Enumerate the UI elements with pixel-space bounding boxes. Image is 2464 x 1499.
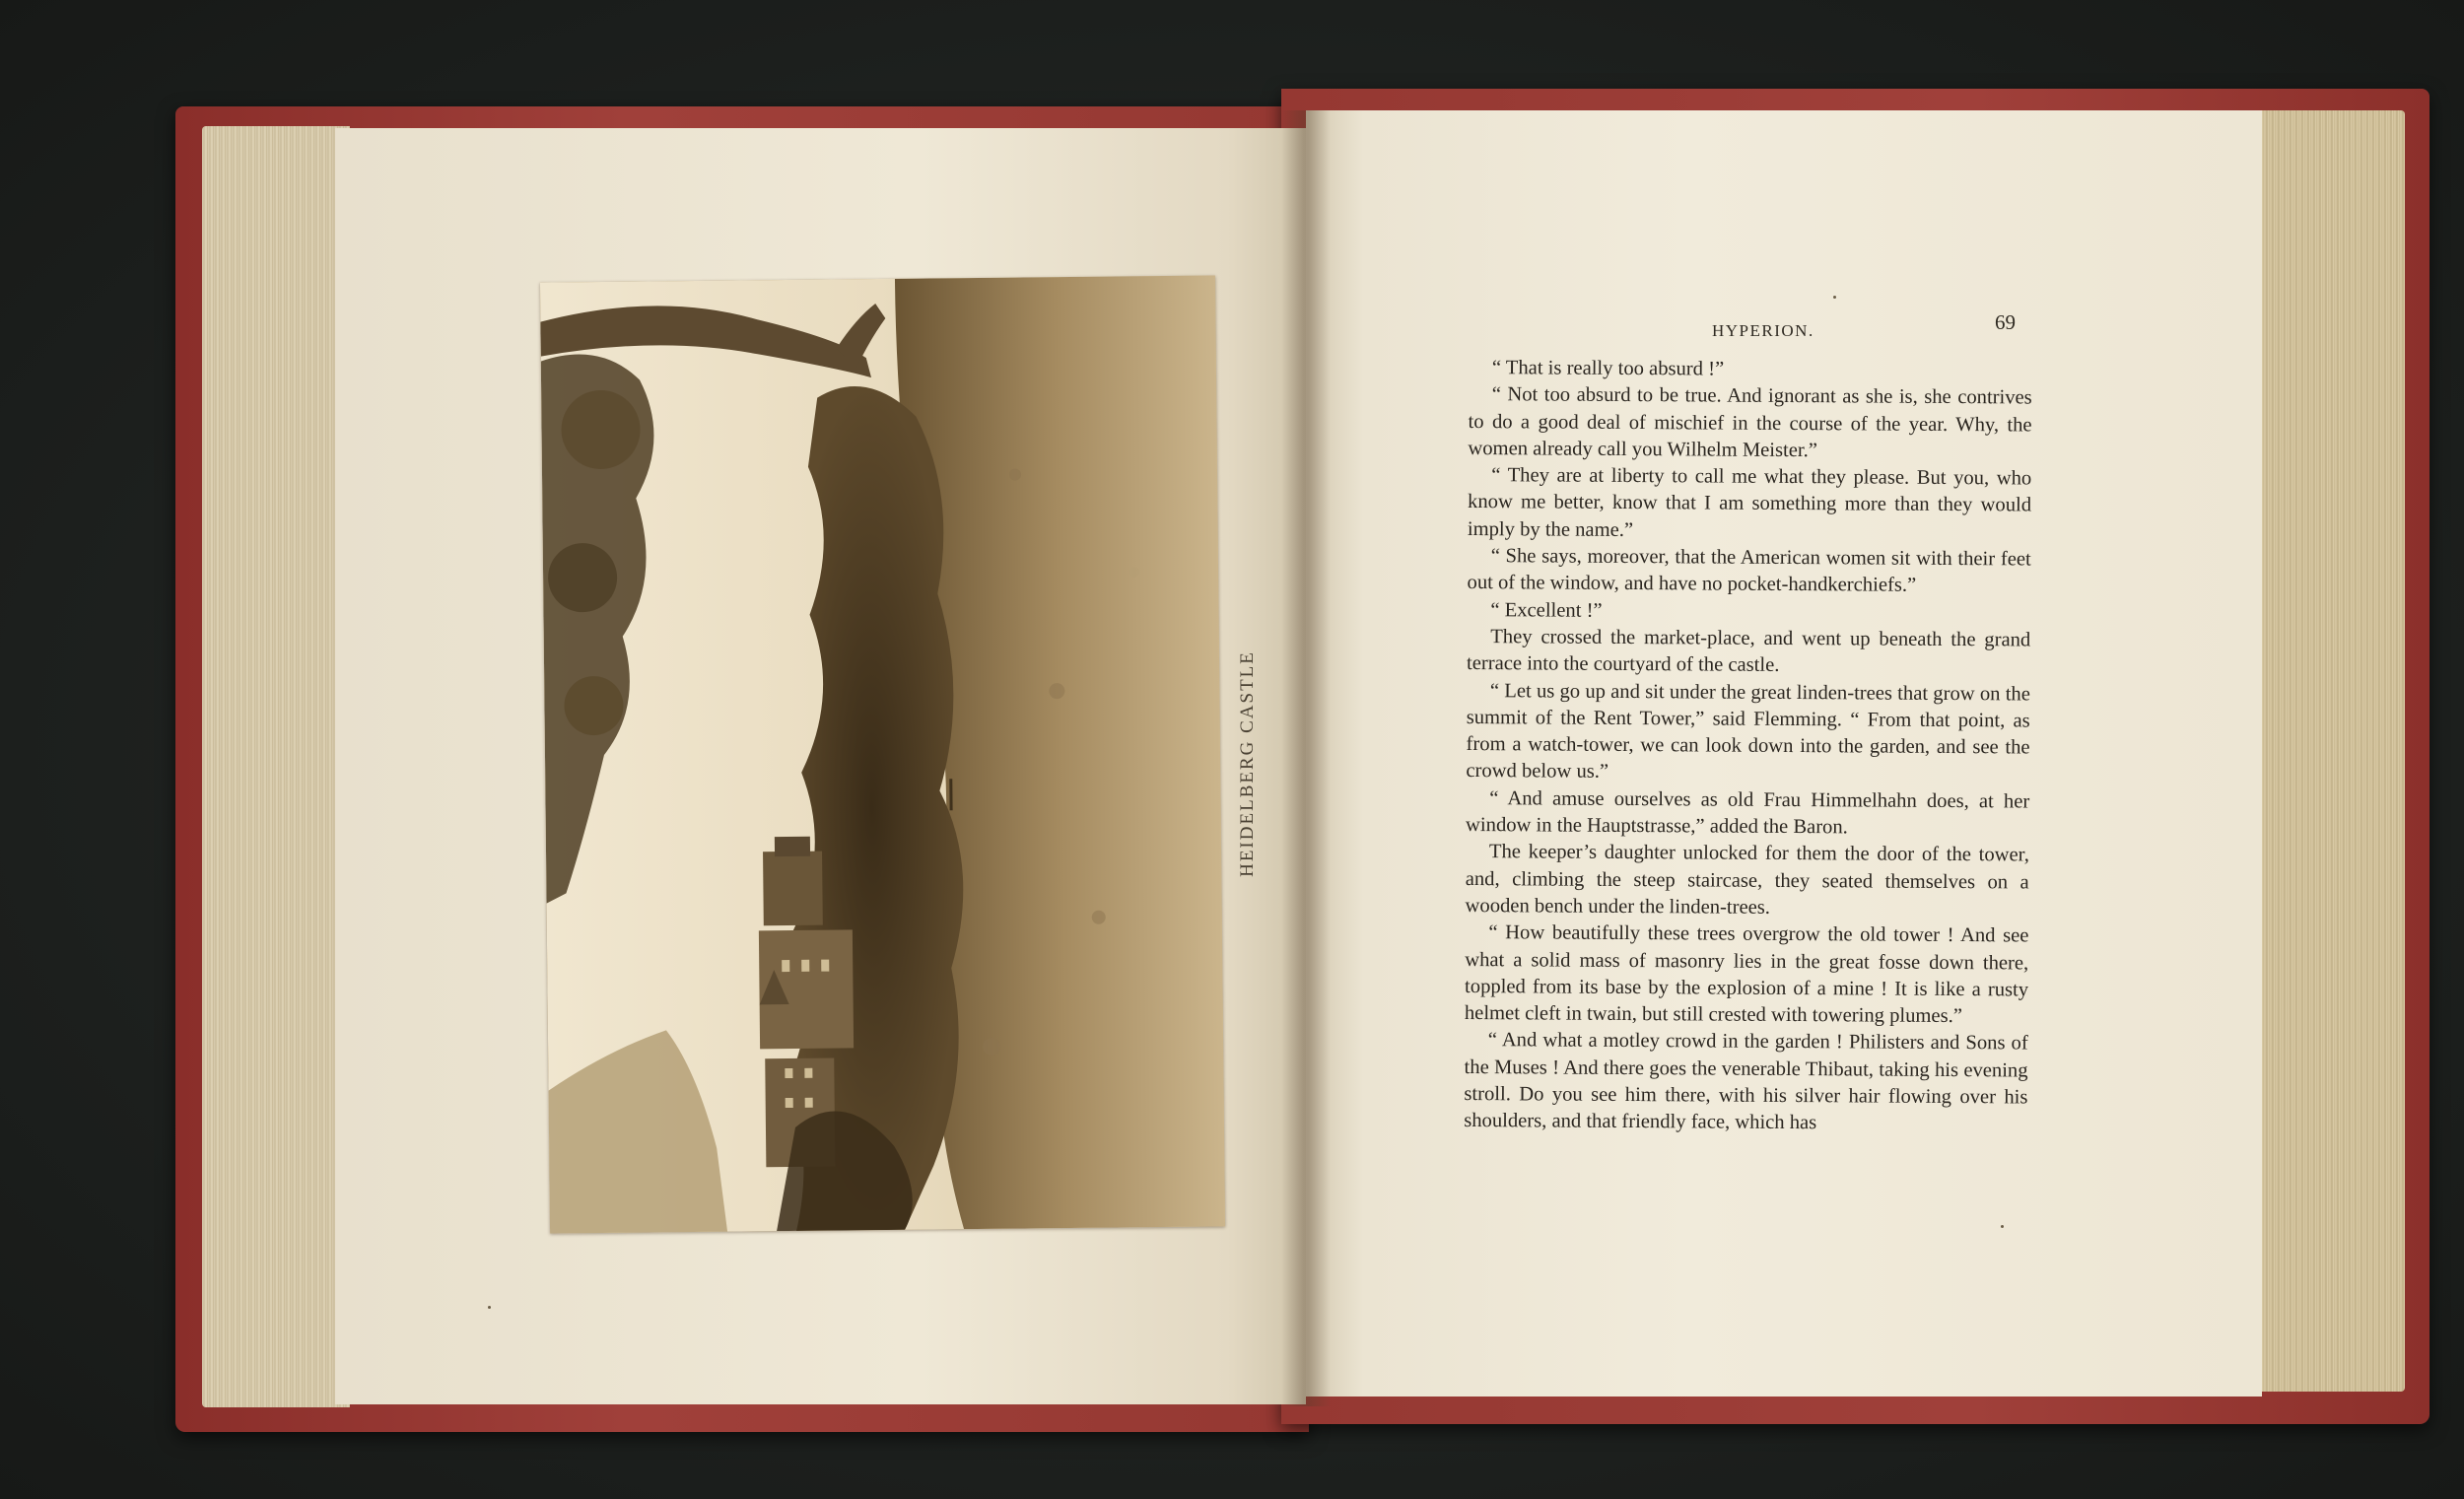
running-head: HYPERION. bbox=[1712, 321, 1814, 340]
paragraph: “ How beautifully these trees overgrow the old tower ! And see what a solid mass of masonry lies in the great fosse down there, toppled from its base by the explosion of a mine ! It is like a rusty helmet cleft in twain, but still crested with towering plumes.” bbox=[1464, 921, 2029, 1028]
paragraph: “ Let us go up and sit under the great linden-trees that grow on the summit of the Rent Tower,” said Flemming. “ From that point, as from a watch-tower, we can look down into the garden, and see the crowd below us.” bbox=[1466, 679, 2030, 784]
paragraph: They crossed the market-place, and went up beneath the grand terrace into the courtyard of the castle. bbox=[1467, 626, 2031, 677]
paragraph: The keeper’s daughter unlocked for them the door of the tower, and, climbing the steep staircase, they seated themselves on a wooden bench under the linden-trees. bbox=[1465, 841, 2029, 919]
paragraph: “ She says, moreover, that the American women sit with their feet out of the window, and have no pocket-handkerchiefs.” bbox=[1467, 545, 2031, 597]
paper-speck bbox=[2001, 1225, 2004, 1228]
paper-speck bbox=[1833, 296, 1836, 299]
heidelberg-castle-photograph bbox=[540, 275, 1225, 1233]
paper-speck bbox=[488, 1306, 491, 1309]
plate-caption: HEIDELBERG CASTLE bbox=[1237, 650, 1258, 877]
paragraph: “ That is really too absurd !” bbox=[1491, 357, 1725, 380]
page-edges-left bbox=[202, 126, 350, 1407]
paragraph: “ And what a motley crowd in the garden ! Philisters and Sons of the Muses ! And there goes the venerable Thibaut, taking his evening stroll. Do you see him there, with his silver hair flowing over his shoulders, and that friendly face, which has bbox=[1464, 1029, 2028, 1134]
paragraph: “ They are at liberty to call me what they please. But you, who know me better, know that I am something more than they would imply by the name.” bbox=[1467, 464, 2032, 541]
book-gutter bbox=[1281, 110, 1331, 1406]
paragraph: “ Not too absurd to be true. And ignorant as she is, she contrives to do a good deal of mischief in the course of the year. Why, the women already call you Wilhelm Meister.” bbox=[1468, 383, 2032, 462]
page-number: 69 bbox=[1995, 310, 2016, 334]
paragraph: “ Excellent !” bbox=[1490, 598, 1603, 622]
page-edges-right bbox=[2257, 110, 2405, 1392]
paragraph: “ And amuse ourselves as old Frau Himmelhahn does, at her window in the Hauptstrasse,” added the Baron. bbox=[1466, 786, 2030, 839]
body-text bbox=[1464, 355, 2032, 1138]
